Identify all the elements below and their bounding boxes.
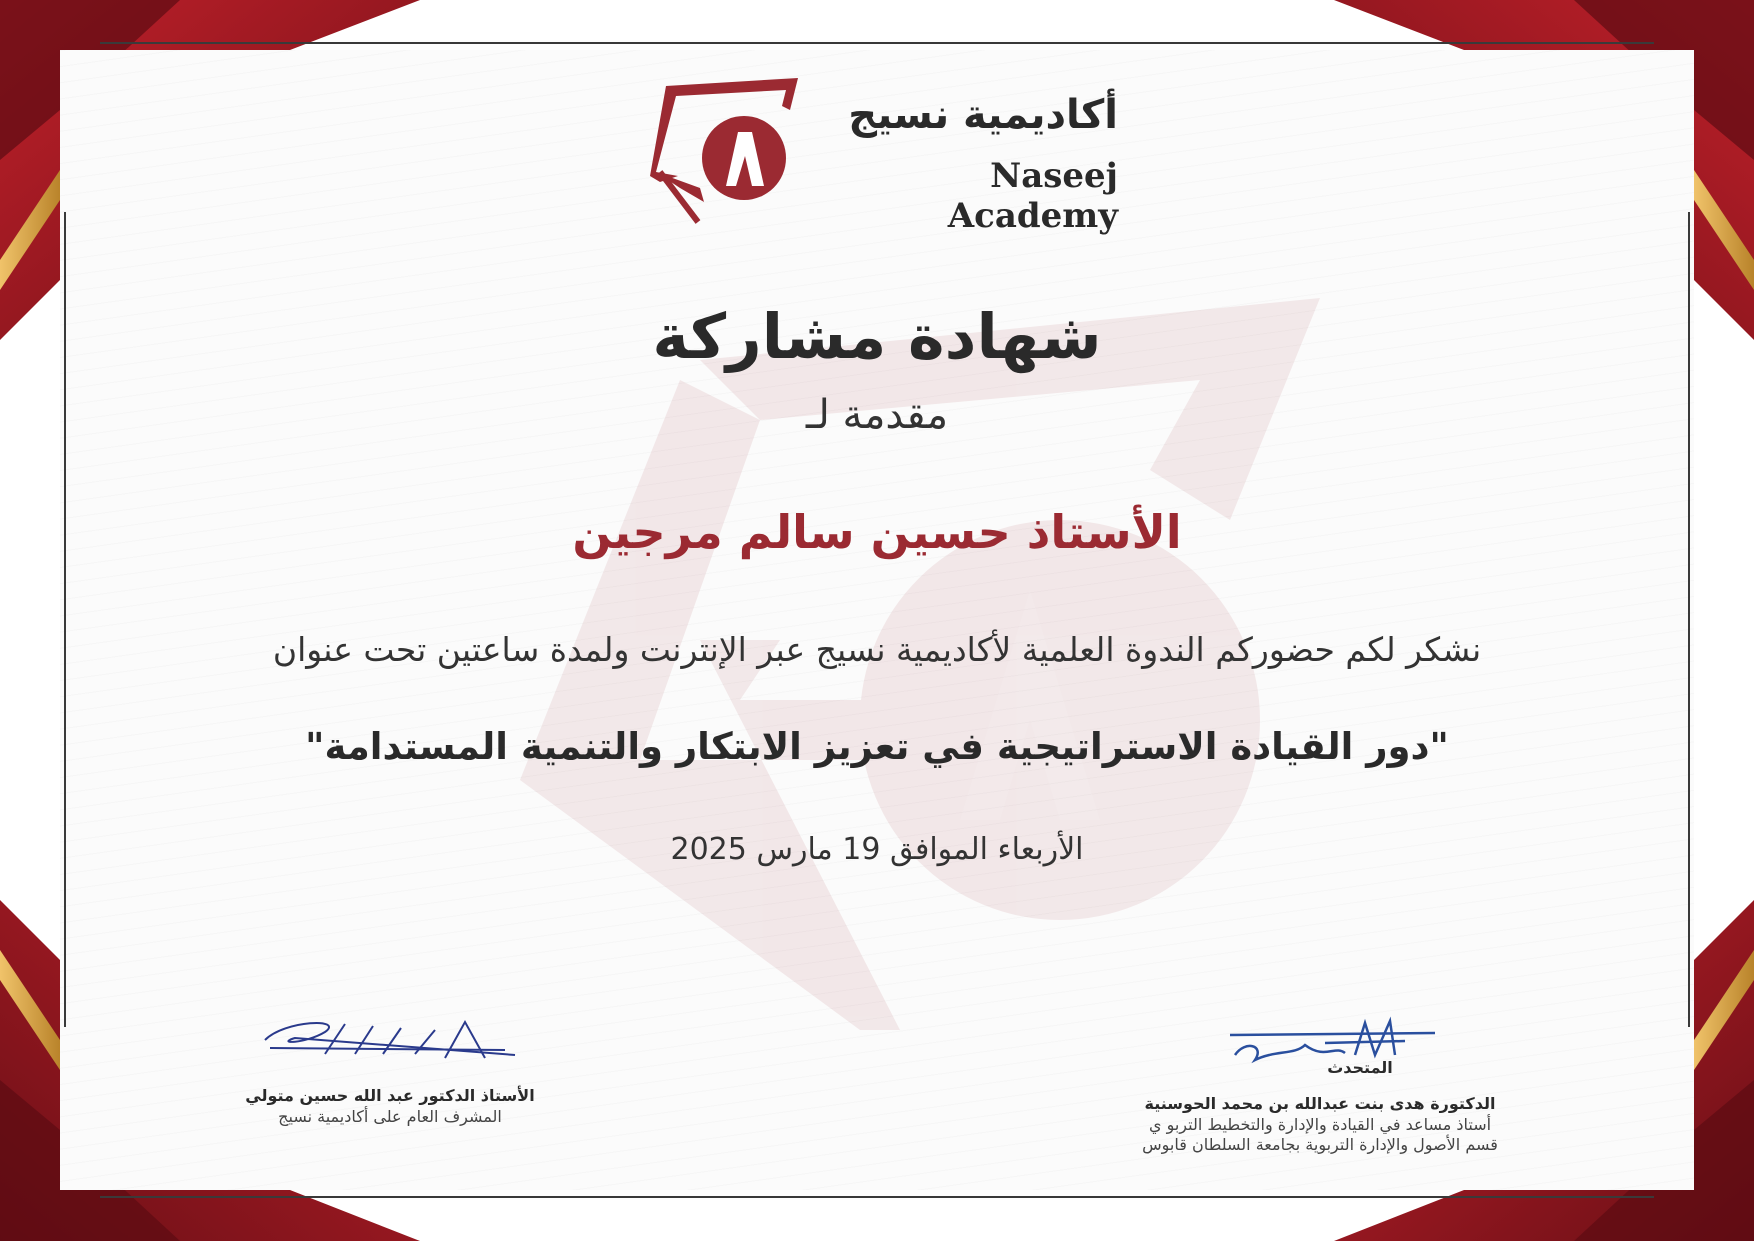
right-signatory-name: الدكتورة هدى بنت عبدالله بن محمد الحوسنية bbox=[1144, 1094, 1496, 1113]
left-signatory-title: المشرف العام على أكاديمية نسيج bbox=[278, 1107, 502, 1126]
right-signatory-title-line1: أستاذ مساعد في القيادة والإدارة والتخطيط التربو ي bbox=[1148, 1115, 1492, 1134]
left-signatory-name: الأستاذ الدكتور عبد الله حسين متولي bbox=[245, 1086, 535, 1105]
presented-to-label: مقدمة لـ bbox=[805, 392, 949, 438]
logo-emblem-icon bbox=[640, 76, 810, 226]
seminar-date: الأربعاء الموافق 19 مارس 2025 bbox=[670, 832, 1084, 867]
academy-logo bbox=[640, 76, 1120, 236]
bottom-border-line bbox=[100, 1196, 1654, 1198]
logo-arabic-name: أكاديمية نسيج bbox=[848, 92, 1118, 138]
left-signature-block bbox=[230, 1085, 550, 1127]
thanks-line: نشكر لكم حضوركم الندوة العلمية لأكاديمية نسيج عبر الإنترنت ولمدة ساعتين تحت عنوان bbox=[272, 630, 1482, 669]
recipient-name: الأستاذ حسين سالم مرجين bbox=[572, 505, 1182, 559]
certificate-title: شهادة مشاركة bbox=[652, 300, 1102, 373]
left-signature-image bbox=[255, 1010, 525, 1070]
logo-english-name: Naseej Academy bbox=[947, 156, 1118, 236]
top-border-line bbox=[100, 42, 1654, 44]
right-signatory-title-line2: قسم الأصول والإدارة التربوية بجامعة السلطان قابوس bbox=[1142, 1135, 1498, 1154]
right-signature-block bbox=[1120, 1093, 1520, 1155]
seminar-topic: "دور القيادة الاستراتيجية في تعزيز الابتكار والتنمية المستدامة" bbox=[305, 725, 1449, 768]
speaker-role-label: المتحدث bbox=[1327, 1058, 1393, 1077]
